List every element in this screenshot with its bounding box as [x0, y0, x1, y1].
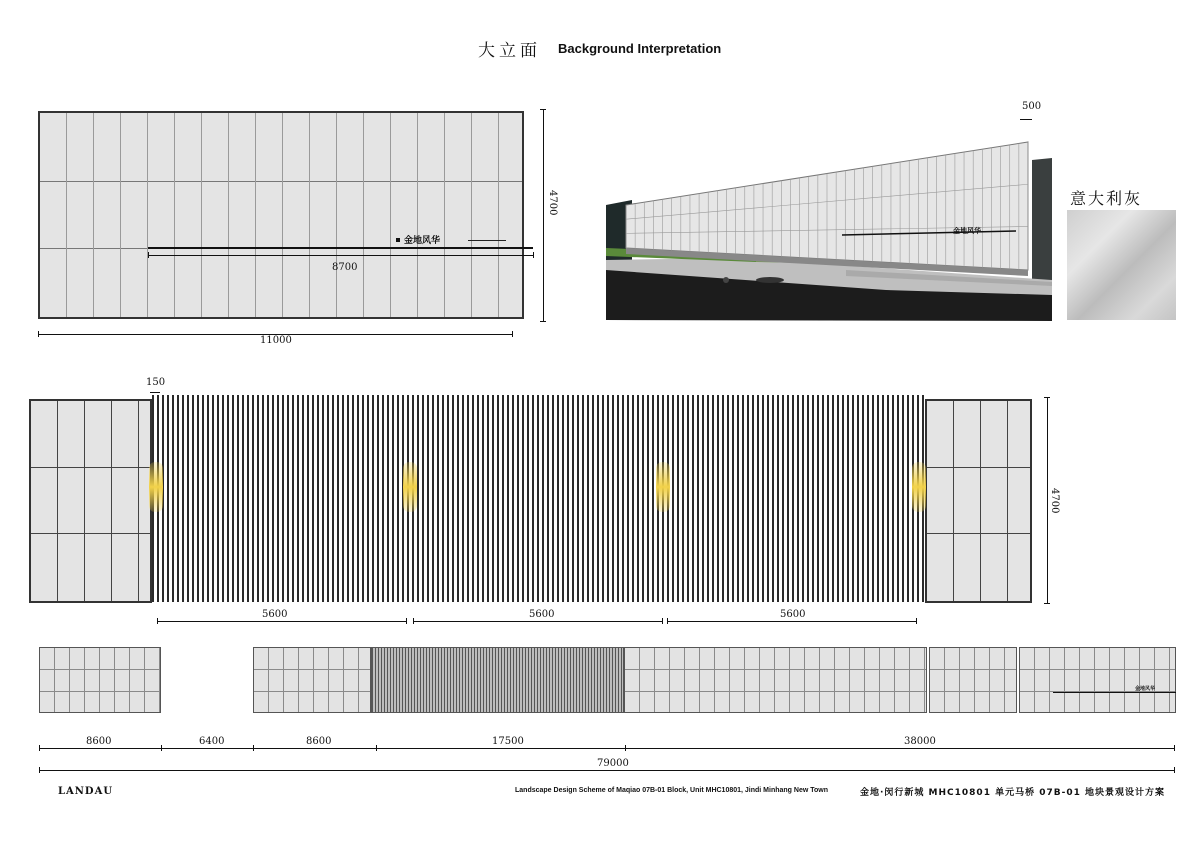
middle-right-marble-panel [925, 399, 1032, 603]
middle-dim-seg1-tick-right [406, 618, 407, 624]
footer-brand: LANDAU [58, 786, 114, 797]
strip-dim-label-1: 8600 [86, 736, 112, 747]
strip-sign-line [1053, 692, 1176, 693]
middle-dim-gap-label: 150 [146, 377, 166, 388]
upper-sign-line [148, 247, 533, 249]
middle-dim-height-line [1047, 397, 1048, 603]
middle-dim-seg3-tick-left [667, 618, 668, 624]
render-sign-text: 金地风华 [953, 227, 981, 235]
strip-dim-tick-3 [376, 745, 377, 751]
middle-slat-wall [152, 395, 925, 602]
upper-dim-inner-tick-left [148, 252, 149, 258]
lamp-glow-1 [149, 462, 163, 512]
upper-sign-dot [396, 238, 400, 242]
strip-sign-text: 金地风华 [1135, 686, 1156, 692]
middle-dim-gap-line [150, 392, 160, 393]
upper-dim-inner-label: 8700 [332, 262, 358, 273]
middle-dim-height-label: 4700 [1049, 488, 1060, 514]
strip-panel-4 [929, 647, 1017, 713]
middle-dim-seg2-line [413, 621, 662, 622]
strip-total-dim-tick-right [1174, 767, 1175, 773]
strip-total-dim-tick-left [39, 767, 40, 773]
upper-elevation-panel [38, 111, 524, 319]
title-cn: 大立面 [478, 41, 541, 61]
upper-dim-total-tick-right [512, 331, 513, 337]
footer-project-cn: 金地·闵行新城 MHC10801 单元马桥 07B-01 地块景观设计方案 [860, 788, 1166, 798]
strip-panel-5 [1019, 647, 1176, 713]
upper-sign-bar [468, 240, 506, 241]
strip-total-dim-line [39, 770, 1174, 771]
middle-dim-seg2-label: 5600 [529, 609, 555, 620]
title-en: Background Interpretation [558, 41, 722, 56]
upper-dim-height-tick-top [540, 109, 546, 110]
upper-dim-total-label: 11000 [260, 335, 292, 346]
strip-dim-label-2: 6400 [199, 736, 225, 747]
render-dim-thickness-label: 500 [1022, 101, 1042, 112]
render-dim-thickness-line [1020, 119, 1032, 120]
strip-dim-tick-4 [625, 745, 626, 751]
middle-dim-height-tick-bottom [1044, 603, 1050, 604]
lamp-glow-4 [912, 462, 926, 512]
strip-slat-section [371, 647, 624, 713]
material-swatch [1067, 210, 1176, 320]
middle-left-marble-panel [29, 399, 152, 603]
strip-dim-label-5: 38000 [904, 736, 936, 747]
strip-panel-3 [624, 647, 927, 713]
strip-dim-label-4: 17500 [492, 736, 524, 747]
render-view [606, 130, 1052, 321]
strip-dim-tick-5 [1174, 745, 1175, 751]
strip-dim-tick-2 [253, 745, 254, 751]
middle-dim-seg2-tick-left [413, 618, 414, 624]
lamp-glow-3 [656, 462, 670, 512]
material-label: 意大利灰 [1070, 189, 1143, 208]
footer-project-en: Landscape Design Scheme of Maqiao 07B-01 Block, Unit MHC10801, Jindi Minhang New Town [515, 787, 828, 794]
middle-dim-seg1-label: 5600 [262, 609, 288, 620]
upper-dim-height-tick-bottom [540, 321, 546, 322]
middle-dim-seg1-tick-left [157, 618, 158, 624]
middle-dim-seg1-line [157, 621, 406, 622]
strip-dim-tick-1 [161, 745, 162, 751]
upper-sign-text: 金地风华 [404, 236, 441, 246]
upper-dim-height-line [543, 109, 544, 321]
lamp-glow-2 [403, 462, 417, 512]
upper-dim-inner-line [148, 255, 533, 256]
upper-dim-inner-tick-right [533, 252, 534, 258]
upper-dim-height-label: 4700 [547, 190, 558, 216]
strip-dim-label-3: 8600 [306, 736, 332, 747]
strip-dim-line [39, 748, 1174, 749]
middle-dim-seg3-tick-right [916, 618, 917, 624]
upper-dim-total-tick-left [38, 331, 39, 337]
strip-dim-tick-0 [39, 745, 40, 751]
render-svg [606, 130, 1052, 321]
strip-panel-1 [39, 647, 161, 713]
strip-total-dim-label: 79000 [597, 758, 629, 769]
middle-dim-height-tick-top [1044, 397, 1050, 398]
middle-dim-seg2-tick-right [662, 618, 663, 624]
middle-dim-seg3-label: 5600 [780, 609, 806, 620]
middle-dim-seg3-line [667, 621, 916, 622]
strip-panel-2 [253, 647, 371, 713]
